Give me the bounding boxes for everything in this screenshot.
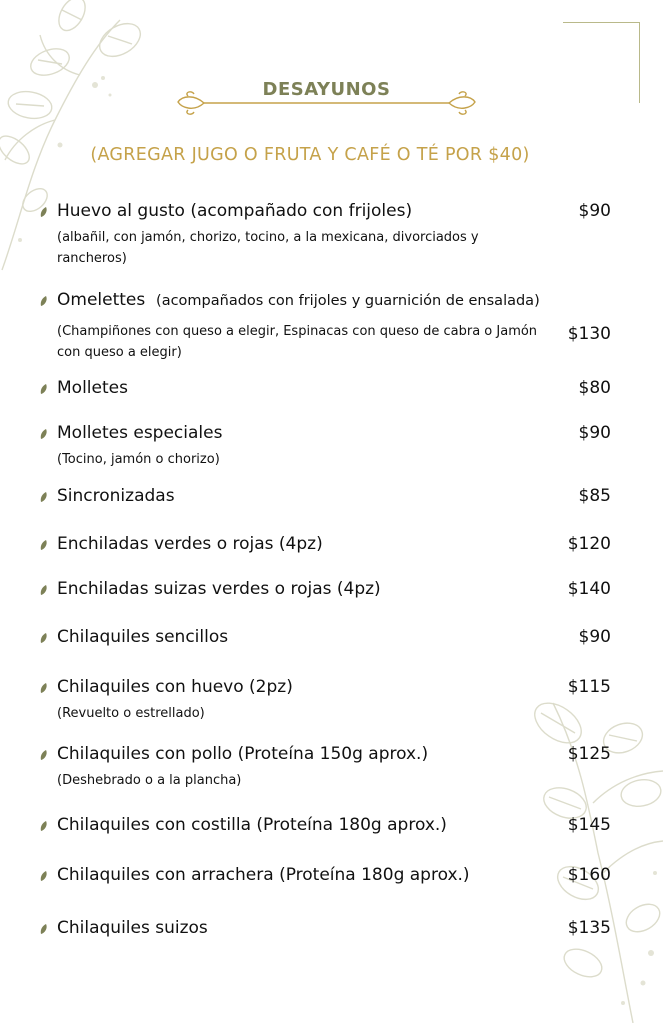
leaf-bullet-icon [40,683,48,693]
item-name: Huevo al gusto (acompañado con frijoles) [57,201,413,221]
leaf-bullet-icon [40,750,48,760]
item-price: $85 [578,486,611,506]
item-price: $130 [567,324,611,344]
item-price: $80 [578,378,611,398]
leaf-bullet-icon [40,633,48,643]
item-name: Sincronizadas [57,486,175,506]
leaf-bullet-icon [40,207,48,217]
item-price: $160 [567,865,611,885]
leaf-decoration-bottom-right [523,683,663,1023]
item-price: $90 [578,201,611,221]
item-price: $90 [578,423,611,443]
item-price: $140 [567,579,611,599]
leaf-bullet-icon [40,540,48,550]
leaf-bullet-icon [40,492,48,502]
item-name-text: Omelettes [57,290,146,310]
item-name: Chilaquiles con pollo (Proteína 150g aprox.) [57,744,429,764]
item-name: Chilaquiles con costilla (Proteína 180g aprox.) [57,815,447,835]
menu-title: DESAYUNOS [262,79,391,100]
item-price: $125 [567,744,611,764]
item-name: Molletes [57,378,128,398]
item-description: (Tocino, jamón o chorizo) [57,452,220,467]
item-name: Chilaquiles con huevo (2pz) [57,677,293,697]
item-name: Molletes especiales [57,423,223,443]
item-price: $115 [567,677,611,697]
leaf-bullet-icon [40,821,48,831]
item-name [57,290,540,310]
leaf-bullet-icon [40,384,48,394]
item-name: Chilaquiles con arrachera (Proteína 180g aprox.) [57,865,470,885]
item-description: (Revuelto o estrellado) [57,706,205,721]
item-description: (albañil, con jamón, chorizo, tocino, a la mexicana, divorciados y rancheros) [57,230,479,266]
item-name: Enchiladas suizas verdes o rojas (4pz) [57,579,381,599]
leaf-bullet-icon [40,924,48,934]
item-price: $145 [567,815,611,835]
item-price: $90 [578,627,611,647]
title-ornament [174,90,479,118]
leaf-bullet-icon [40,429,48,439]
item-note: (acompañados con frijoles y guarnición de ensalada) [156,293,540,309]
item-price: $120 [567,534,611,554]
item-price: $135 [567,918,611,938]
item-description: (Deshebrado o a la plancha) [57,773,242,788]
leaf-bullet-icon [40,296,48,306]
leaf-bullet-icon [40,871,48,881]
item-name: Chilaquiles sencillos [57,627,229,647]
item-name: Enchiladas verdes o rojas (4pz) [57,534,323,554]
item-name: Chilaquiles suizos [57,918,208,938]
item-description: (Champiñones con queso a elegir, Espinacas con queso de cabra o Jamón con queso a elegir) [57,324,538,360]
leaf-bullet-icon [40,585,48,595]
menu-subtitle: (AGREGAR JUGO O FRUTA Y CAFÉ O TÉ POR $40) [90,145,530,165]
